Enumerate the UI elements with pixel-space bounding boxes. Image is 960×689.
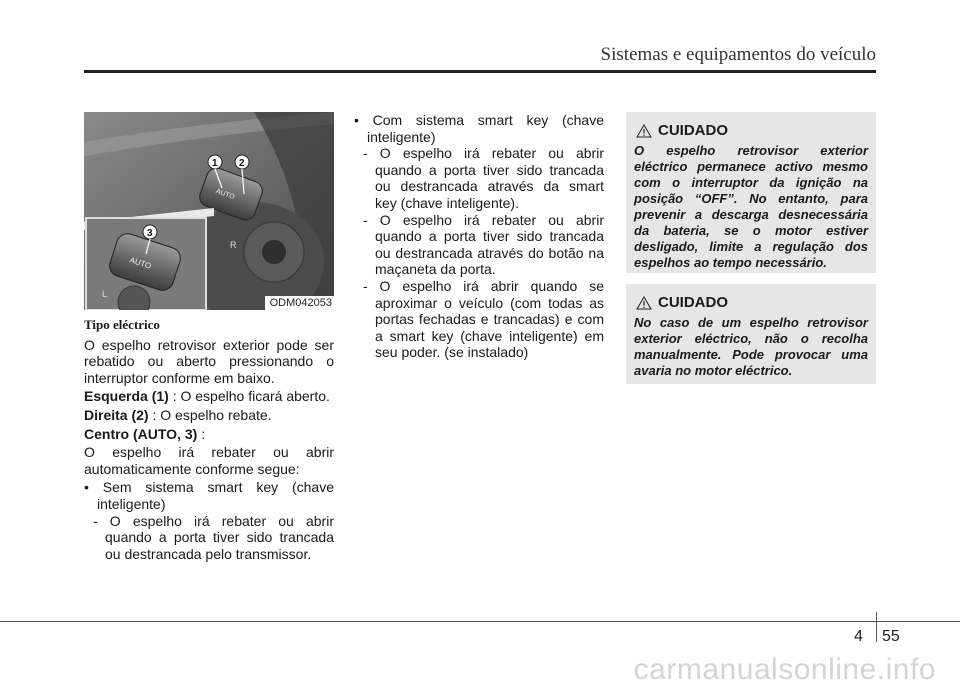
caution-text-1: O espelho retrovisor exterior eléctrico permanece activo mesmo com o interruptor da ignição na posição “OFF”. No entanto, para prevenir a descarga desnecessária da bateria, se o motor estiver desligado, limite a regulação dos espelhos ao tempo necessário.	[634, 143, 868, 270]
caution-title-2: CUIDADO	[658, 294, 728, 311]
caution-box-1	[626, 112, 876, 273]
page-header-title: Sistemas e equipamentos do veículo	[600, 44, 876, 65]
warning-triangle-icon	[636, 296, 652, 310]
right-position-line	[84, 407, 334, 424]
section-subhead: Tipo eléctrico	[84, 317, 160, 332]
switch-letter-r: R	[230, 240, 237, 250]
switch-letter-l: L	[102, 289, 108, 299]
callout-3: 3	[147, 228, 153, 239]
caution-text-2: No caso de um espelho retrovisor exterior eléctrico, não o recolha manualmente. Pode provocar uma avaria no motor eléctrico.	[634, 315, 868, 378]
bullet-no-smart-key: • Sem sistema smart key (chave inteligente)	[84, 479, 334, 512]
center-position-text: :	[197, 425, 206, 442]
bullet-smart-key: • Com sistema smart key (chave inteligente)	[354, 112, 604, 145]
middle-column	[354, 112, 604, 361]
center-position-line	[84, 426, 334, 443]
mirror-switch-figure	[84, 112, 334, 310]
left-position-label: Esquerda (1)	[84, 388, 169, 405]
left-position-line	[84, 388, 334, 405]
page-number: 55	[882, 628, 900, 645]
caution-title-1: CUIDADO	[658, 122, 728, 139]
switch-label-inset: AUTO	[128, 255, 153, 271]
chapter-number: 4	[854, 628, 863, 645]
header-rule	[84, 70, 876, 73]
footer-rule	[0, 621, 960, 622]
right-position-label: Direita (2)	[84, 406, 149, 423]
center-position-label: Centro (AUTO, 3)	[84, 425, 198, 442]
dash-approach: - O espelho irá abrir quando se aproximar o veículo (com todas as portas fechadas e trancadas) e com a smart key (chave inteligente) em seu poder. (se instalado)	[363, 277, 604, 361]
caution-header-1	[634, 122, 868, 139]
switch-label-top: AUTO	[214, 187, 236, 202]
watermark: carmanualsonline.info	[633, 653, 936, 686]
left-column	[84, 112, 334, 562]
right-position-text: : O espelho rebate.	[148, 406, 272, 423]
callout-2: 2	[239, 158, 245, 169]
intro-paragraph: O espelho retrovisor exterior pode ser rebatido ou aberto pressionando o interruptor conforme em baixo.	[84, 336, 334, 386]
callout-1: 1	[212, 158, 218, 169]
figure-code: ODM042053	[265, 296, 334, 310]
left-position-text: : O espelho ficará aberto.	[168, 388, 330, 405]
warning-triangle-icon	[636, 124, 652, 138]
caution-box-2	[626, 284, 876, 384]
caution-header-2	[634, 294, 868, 311]
dash-smart-key: - O espelho irá rebater ou abrir quando a porta tiver sido trancada ou destrancada através da smart key (chave inteligente).	[363, 145, 604, 211]
center-description: O espelho irá rebater ou abrir automaticamente conforme segue:	[84, 444, 334, 477]
dash-door-handle: - O espelho irá rebater ou abrir quando a porta tiver sido trancada ou destrancada através do botão na maçaneta da porta.	[363, 211, 604, 278]
footer-divider	[876, 612, 877, 642]
dash-transmitter: - O espelho irá rebater ou abrir quando a porta tiver sido trancada ou destrancada pelo transmissor.	[93, 512, 334, 562]
mirror-switch-illustration	[84, 112, 334, 310]
